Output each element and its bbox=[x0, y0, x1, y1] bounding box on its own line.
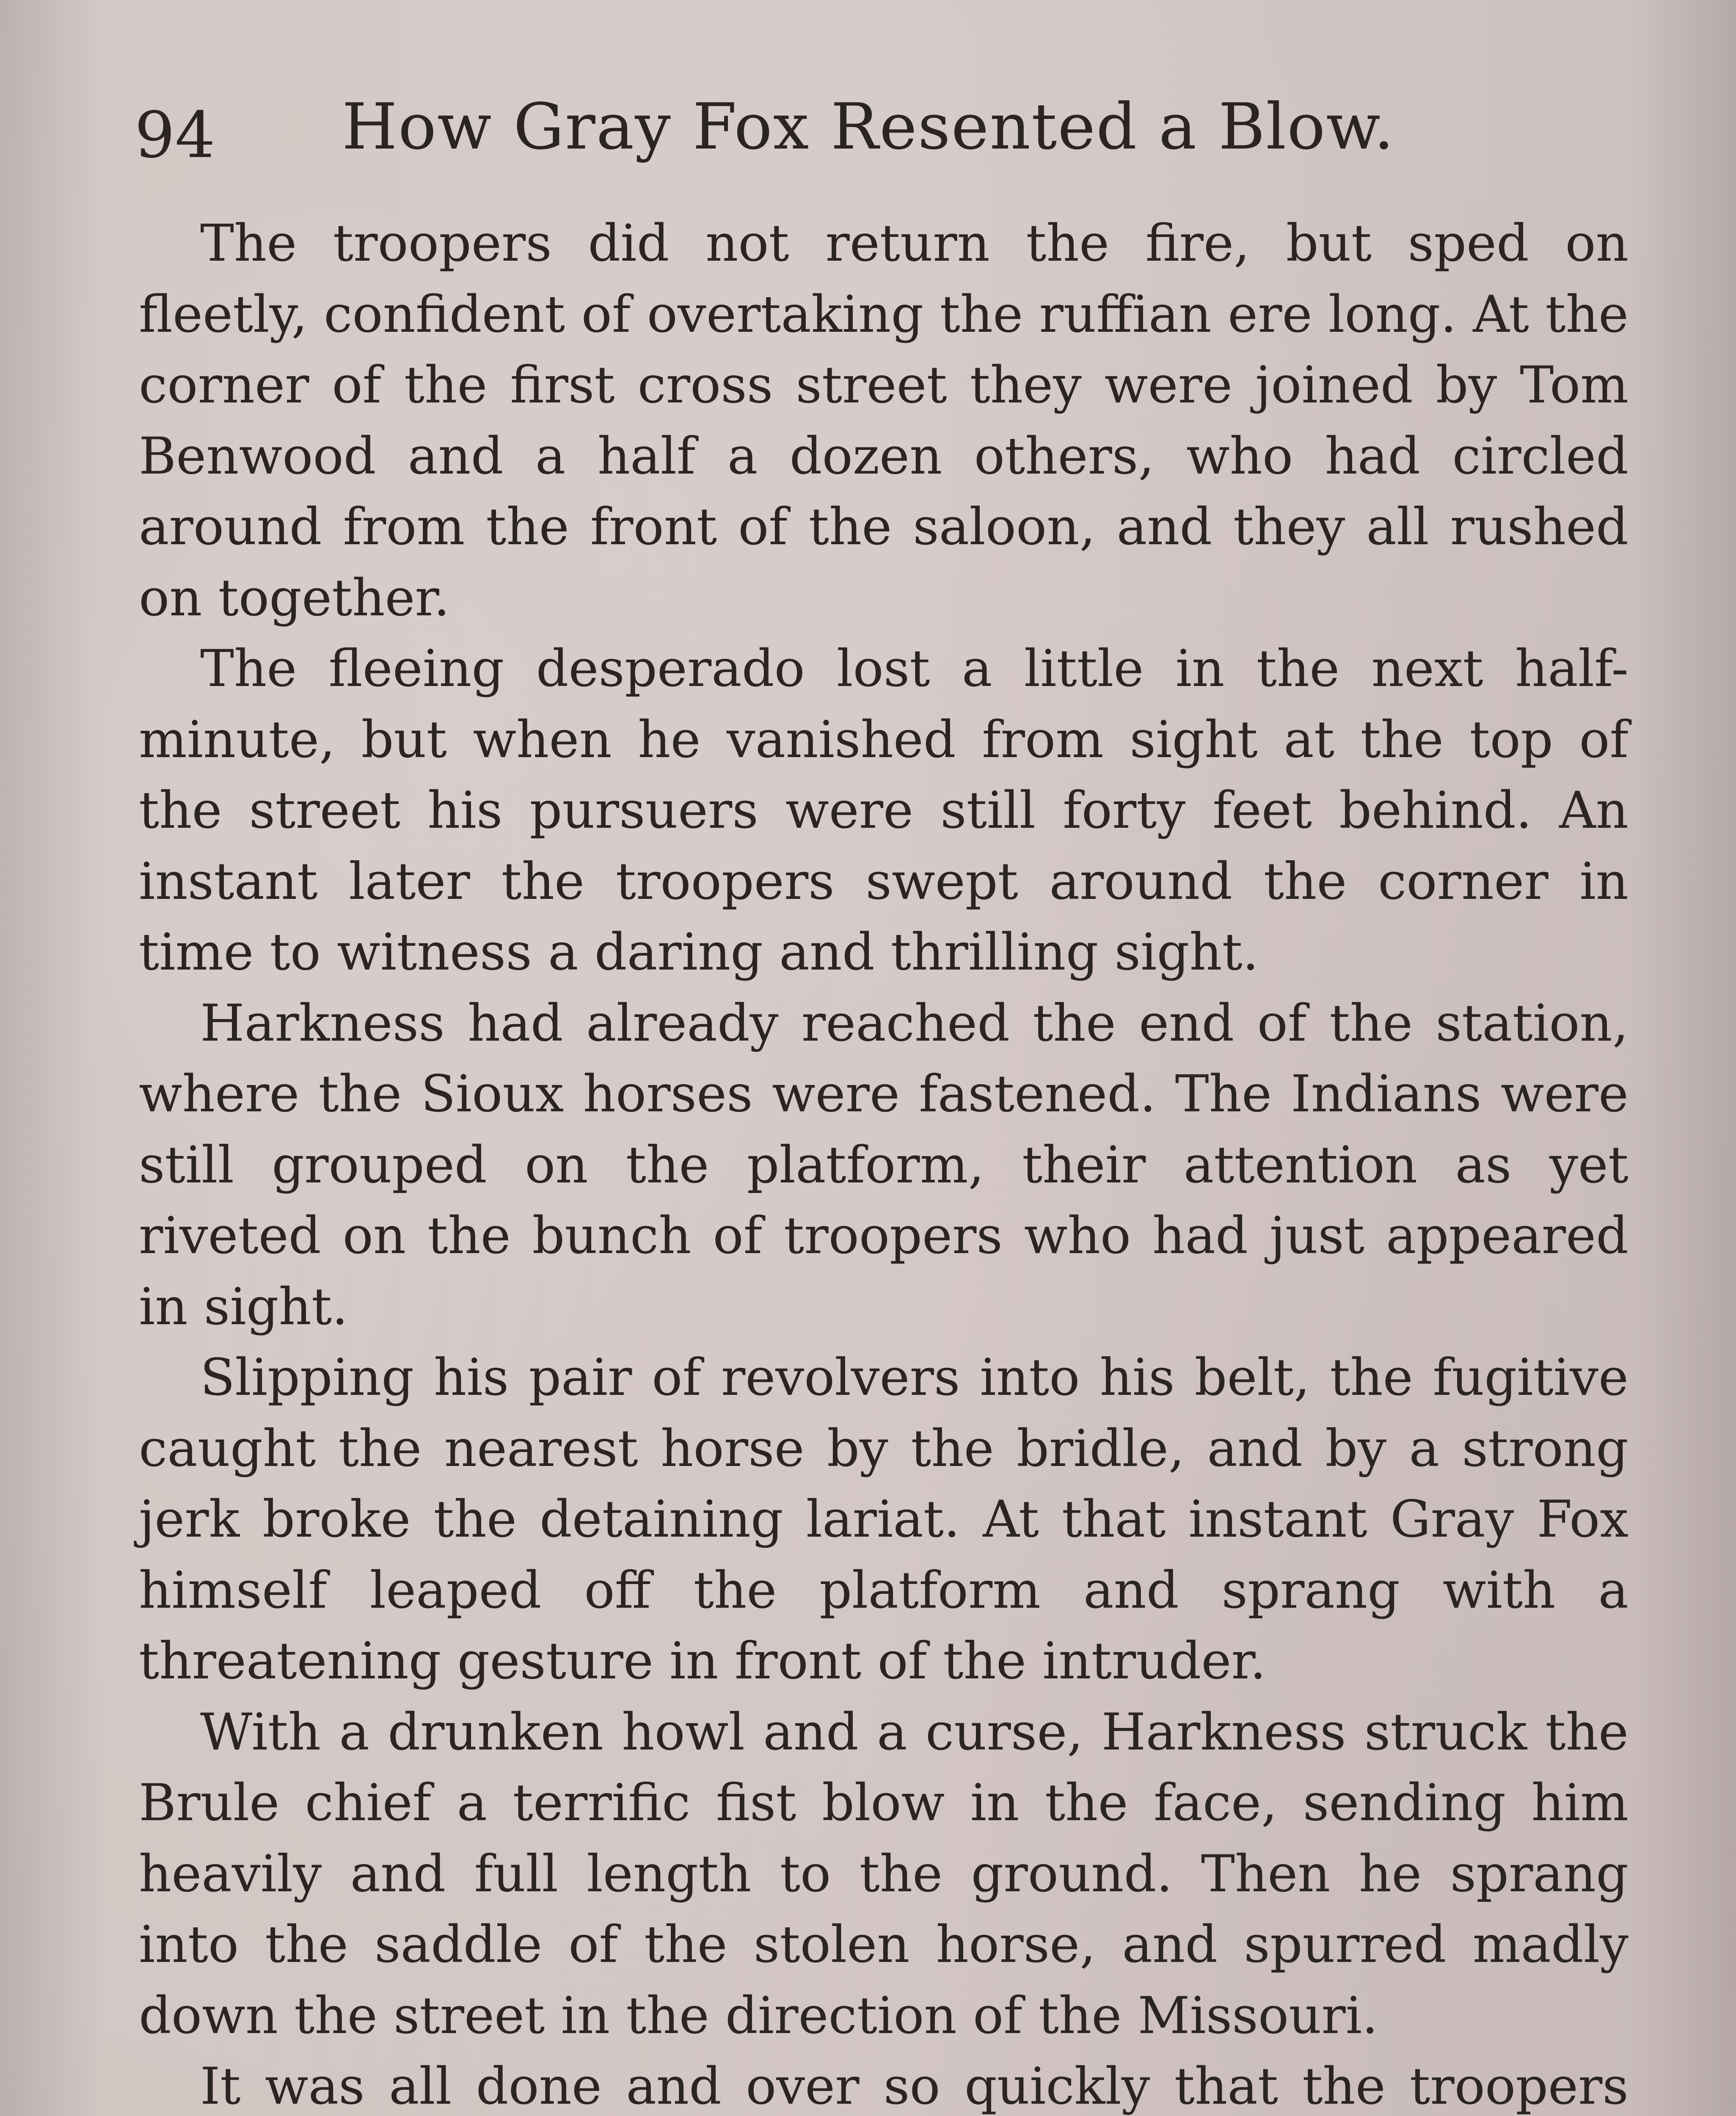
paragraph: Slipping his pair of revolvers into his belt, the fugitive caught the nearest horse by the bridle, and by a strong jerk broke the detaining lariat. At that instant Gray Fox himself leaped off the platform and sprang with a threatening gesture in front of the intruder. bbox=[139, 1348, 1629, 1691]
paragraph: With a drunken howl and a curse, Harkness struck the Brule chief a terrific fist blow in the face, sending him heavily and full length to the ground. Then he sprang into the saddle of the stolen horse, and spurred madly down the street in the direction of the Missouri. bbox=[139, 1703, 1629, 2045]
paragraph: Harkness had already reached the end of the station, where the Sioux horses were fastened. The Indians were still grouped on the platform, their attention as yet riveted on the bunch of troopers who had just appeared in sight. bbox=[139, 994, 1629, 1336]
running-head bbox=[135, 80, 1658, 182]
chapter-title: How Gray Fox Resented a Blow. bbox=[342, 90, 1395, 164]
paragraph: The fleeing desperado lost a little in the next half-minute, but when he vanished from sight at the top of the street his pursuers were still forty feet behind. An instant later the troopers swept around the corner in time to witness a daring and thrilling sight. bbox=[139, 639, 1629, 982]
paragraph: It was all done and over so quickly that the troopers bbox=[200, 2057, 1629, 2116]
page-number: 94 bbox=[135, 99, 215, 172]
body-text bbox=[139, 208, 1629, 2116]
paragraph: The troopers did not return the fire, but sped on fleetly, confident of overtaking the ruffian ere long. At the corner of the first cross street they were joined by Tom Benwood and a half a dozen others, who had circled around from the front of the saloon, and they all rushed on together. bbox=[139, 214, 1629, 628]
